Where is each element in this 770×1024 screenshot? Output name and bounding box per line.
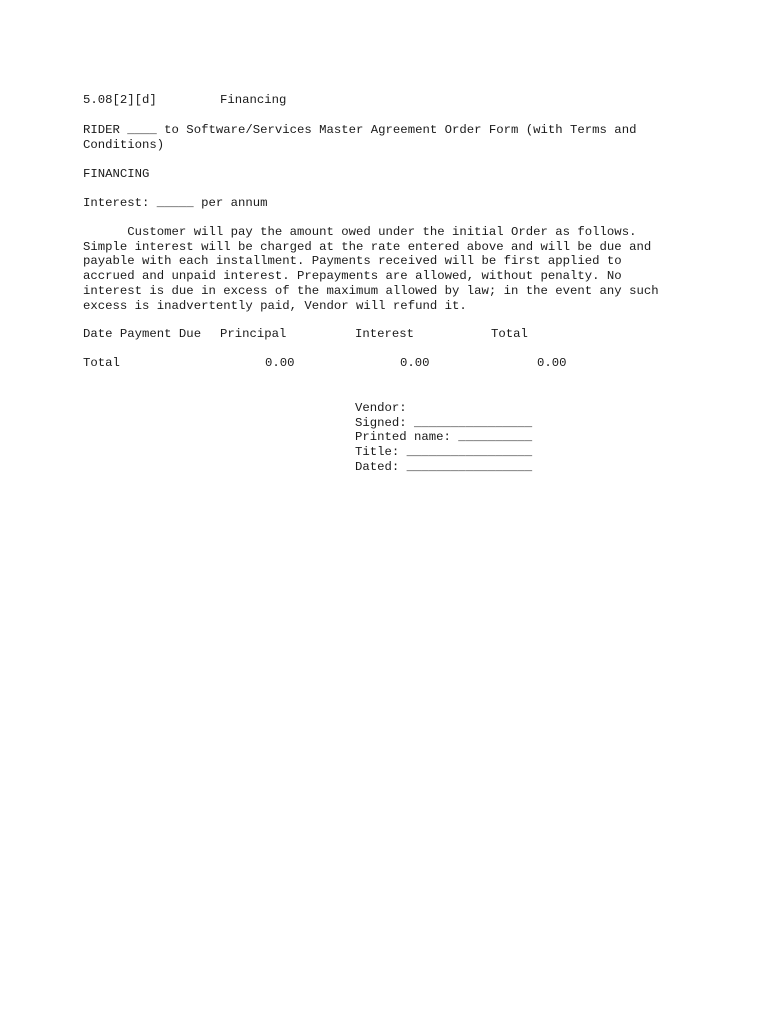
paragraph-line: accrued and unpaid interest. Prepayments are allowed, without penalty. No xyxy=(83,269,622,284)
dated-field: Dated: _________________ xyxy=(355,459,533,474)
total-row-label: Total xyxy=(83,356,120,370)
total-total-value: 0.00 xyxy=(537,356,567,370)
financing-heading: FINANCING xyxy=(83,167,150,181)
section-title: Financing xyxy=(220,93,287,107)
paragraph-line: interest is due in excess of the maximum allowed by law; in the event any such xyxy=(83,283,659,298)
header-total: Total xyxy=(491,327,528,341)
paragraph-line: Simple interest will be charged at the rate entered above and will be due and xyxy=(83,239,652,254)
title-field: Title: _________________ xyxy=(355,445,533,460)
header-date-payment-due: Date Payment Due xyxy=(83,327,202,341)
header-interest: Interest xyxy=(355,327,415,341)
paragraph-line: excess is inadvertently paid, Vendor will refund it. xyxy=(83,298,467,313)
rider-line-1: RIDER ____ to Software/Services Master Agreement Order Form (with Terms and xyxy=(83,123,637,137)
paragraph-line: payable with each installment. Payments received will be first applied to xyxy=(83,254,622,269)
interest-line: Interest: _____ per annum xyxy=(83,196,268,210)
printed-name-field: Printed name: __________ xyxy=(355,430,533,445)
paragraph-line: Customer will pay the amount owed under the initial Order as follows. xyxy=(83,225,637,239)
total-interest-value: 0.00 xyxy=(400,356,430,370)
rider-line-2: Conditions) xyxy=(83,137,165,152)
signature-block xyxy=(355,401,532,475)
total-principal-value: 0.00 xyxy=(265,356,295,370)
signed-field: Signed: ________________ xyxy=(355,415,533,430)
section-number: 5.08[2][d] xyxy=(83,93,157,107)
vendor-label: Vendor: xyxy=(355,401,407,415)
header-principal: Principal xyxy=(220,327,287,341)
